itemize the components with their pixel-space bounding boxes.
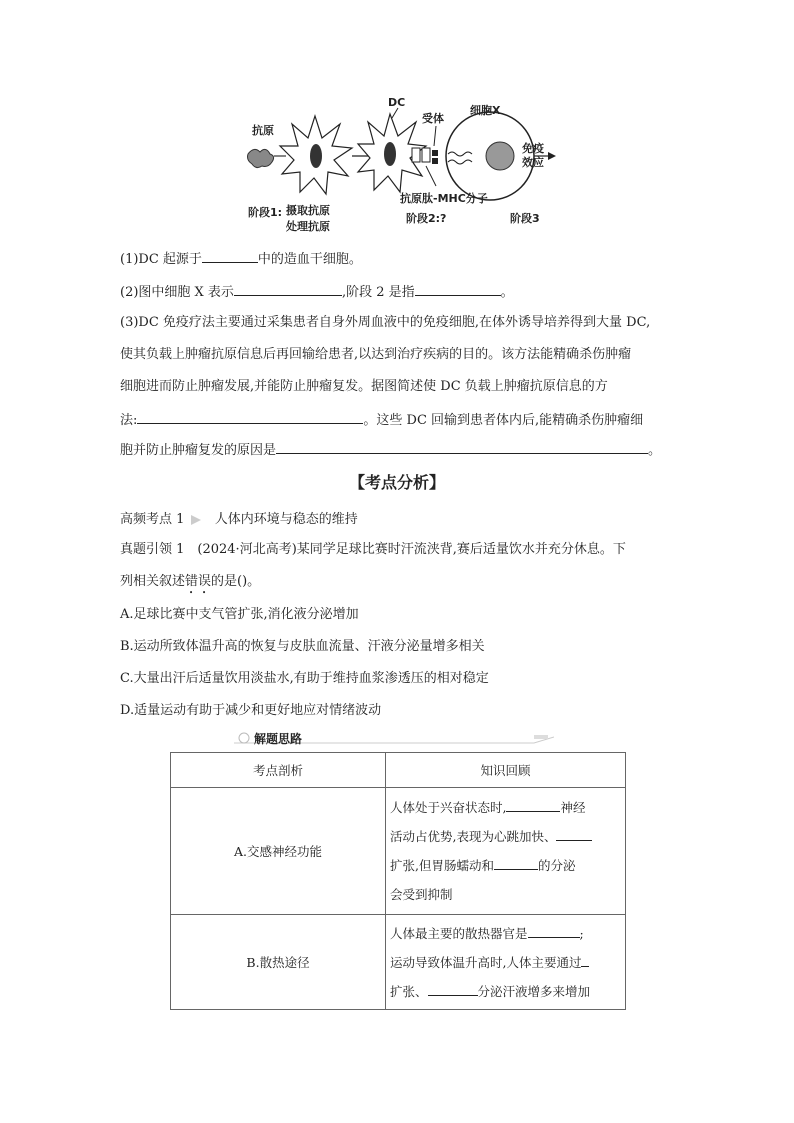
header-right: 知识回顾: [386, 753, 626, 788]
row2-l1-a: 人体最主要的散热器官是: [390, 925, 528, 941]
q2-text-b: ,阶段 2 是指: [341, 285, 415, 300]
q3-line-3: 细胞进而防止肿瘤发展,并能防止肿瘤复发。据图简述使 DC 负载上肿瘤抗原信息的方: [120, 379, 608, 394]
row2-blank-2[interactable]: [581, 953, 589, 967]
q2-text-a: (2)图中细胞 X 表示: [120, 285, 234, 300]
table-header-row: [171, 753, 626, 788]
question-1: [120, 248, 362, 270]
q3-line-4: [120, 409, 643, 431]
q3-blank-1[interactable]: [137, 409, 363, 424]
option-a: A.足球比赛中支气管扩张,消化液分泌增加: [120, 607, 359, 622]
topic-name: 人体内环境与稳态的维持: [214, 512, 358, 527]
row2-line-3: [390, 977, 621, 1006]
row1-right: [386, 788, 626, 915]
banner-title: 解题思路: [254, 732, 303, 746]
example-line-2-c: 的是()。: [211, 574, 261, 589]
cell-x-label: 细胞X: [470, 104, 501, 117]
stage1-label: 阶段1:: [248, 206, 283, 219]
row1-blank-3[interactable]: [494, 856, 538, 870]
example-line-1: 真题引领 1 (2024·河北高考)某同学足球比赛时汗流浃背,赛后适量饮水并充分休息。下: [120, 542, 626, 557]
row2-blank-1[interactable]: [528, 924, 580, 938]
row2-blank-3[interactable]: [428, 982, 478, 996]
row1-l3-a: 扩张,但胃肠蠕动和: [390, 858, 494, 873]
question-2: [120, 281, 514, 303]
q3-line-4-text-a: 法:: [120, 413, 138, 428]
row1-line-3: [390, 851, 621, 880]
example-line-2: [120, 572, 260, 597]
row1-line-2: [390, 822, 621, 851]
row2-l3-a: 扩张、: [390, 983, 428, 999]
row2-l2-a: 运动导致体温升高时,人体主要通过: [390, 954, 582, 970]
row1-l1-a: 人体处于兴奋状态时,: [390, 800, 507, 815]
triangle-marker-icon: [189, 513, 203, 527]
mhc-peptide-label: 抗原肽-MHC分子: [400, 192, 488, 205]
stage3-label: 阶段3: [510, 212, 540, 225]
topic-heading: [120, 510, 358, 530]
row1-l2-a: 活动占优势,表现为心跳加快、: [390, 829, 557, 844]
table-row: [171, 788, 626, 915]
row2-line-1: [390, 919, 621, 948]
row1-blank-1[interactable]: [506, 798, 560, 812]
stage1-desc-2: 处理抗原: [286, 220, 330, 233]
q2-blank-1[interactable]: [234, 281, 342, 296]
section-title: 【考点分析】: [348, 473, 445, 492]
immune-effect-label-1: 免疫: [522, 142, 544, 155]
row1-blank-2[interactable]: [556, 827, 592, 841]
q3-line-1: (3)DC 免疫疗法主要通过采集患者自身外周血液中的免疫细胞,在体外诱导培养得到大量 DC,: [120, 315, 651, 330]
dc-immune-diagram: [240, 96, 560, 236]
row1-line-1: [390, 793, 621, 822]
stage1-desc-1: 摄取抗原: [286, 204, 330, 217]
q3-blank-2[interactable]: [276, 439, 648, 454]
analysis-table: [170, 752, 626, 1010]
option-b: B.运动所致体温升高的恢复与皮肤血流量、汗液分泌量增多相关: [120, 639, 485, 654]
q3-line-4-text-b: 。这些 DC 回输到患者体内后,能精确杀伤肿瘤细: [363, 413, 644, 428]
option-d: D.适量运动有助于减少和更好地应对情绪波动: [120, 703, 382, 718]
row1-l3-b: 的分泌: [537, 858, 576, 873]
q2-blank-2[interactable]: [415, 281, 501, 296]
row2-left: B.散热途径: [171, 915, 386, 1010]
antigen-label: 抗原: [252, 124, 274, 137]
q2-text-c: 。: [500, 285, 514, 300]
example-line-2-a: 列相关叙述: [120, 574, 186, 589]
row2-line-2: [390, 948, 621, 977]
q1-text-b: 中的造血干细胞。: [257, 252, 362, 267]
row2-l3-b: 分泌汗液增多来增加: [477, 983, 591, 999]
stage2-label: 阶段2:?: [406, 212, 447, 225]
table-row: [171, 915, 626, 1010]
header-left: 考点剖析: [171, 753, 386, 788]
solution-banner: [234, 729, 554, 749]
receptor-label: 受体: [422, 112, 444, 125]
row1-l1-b: 神经: [560, 800, 586, 815]
row2-right: [386, 915, 626, 1010]
row2-l1-b: ;: [579, 925, 584, 941]
row1-line-4: 会受到抑制: [390, 887, 453, 902]
immune-effect-label-2: 效应: [522, 156, 544, 169]
emphasized-word: 错误: [185, 574, 212, 589]
row1-left: A.交感神经功能: [171, 788, 386, 915]
q3-line-5-text-a: 胞并防止肿瘤复发的原因是: [120, 443, 277, 458]
dc-label: DC: [388, 96, 406, 109]
q1-text-a: (1)DC 起源于: [120, 252, 202, 267]
q3-line-5-text-b: 。: [648, 443, 662, 458]
topic-label: 高频考点 1: [120, 512, 185, 527]
q3-line-5: [120, 439, 661, 461]
q3-line-2: 使其负载上肿瘤抗原信息后再回输给患者,以达到治疗疾病的目的。该方法能精确杀伤肿瘤: [120, 347, 632, 362]
q1-blank[interactable]: [202, 248, 258, 263]
option-c: C.大量出汗后适量饮用淡盐水,有助于维持血浆渗透压的相对稳定: [120, 671, 489, 686]
